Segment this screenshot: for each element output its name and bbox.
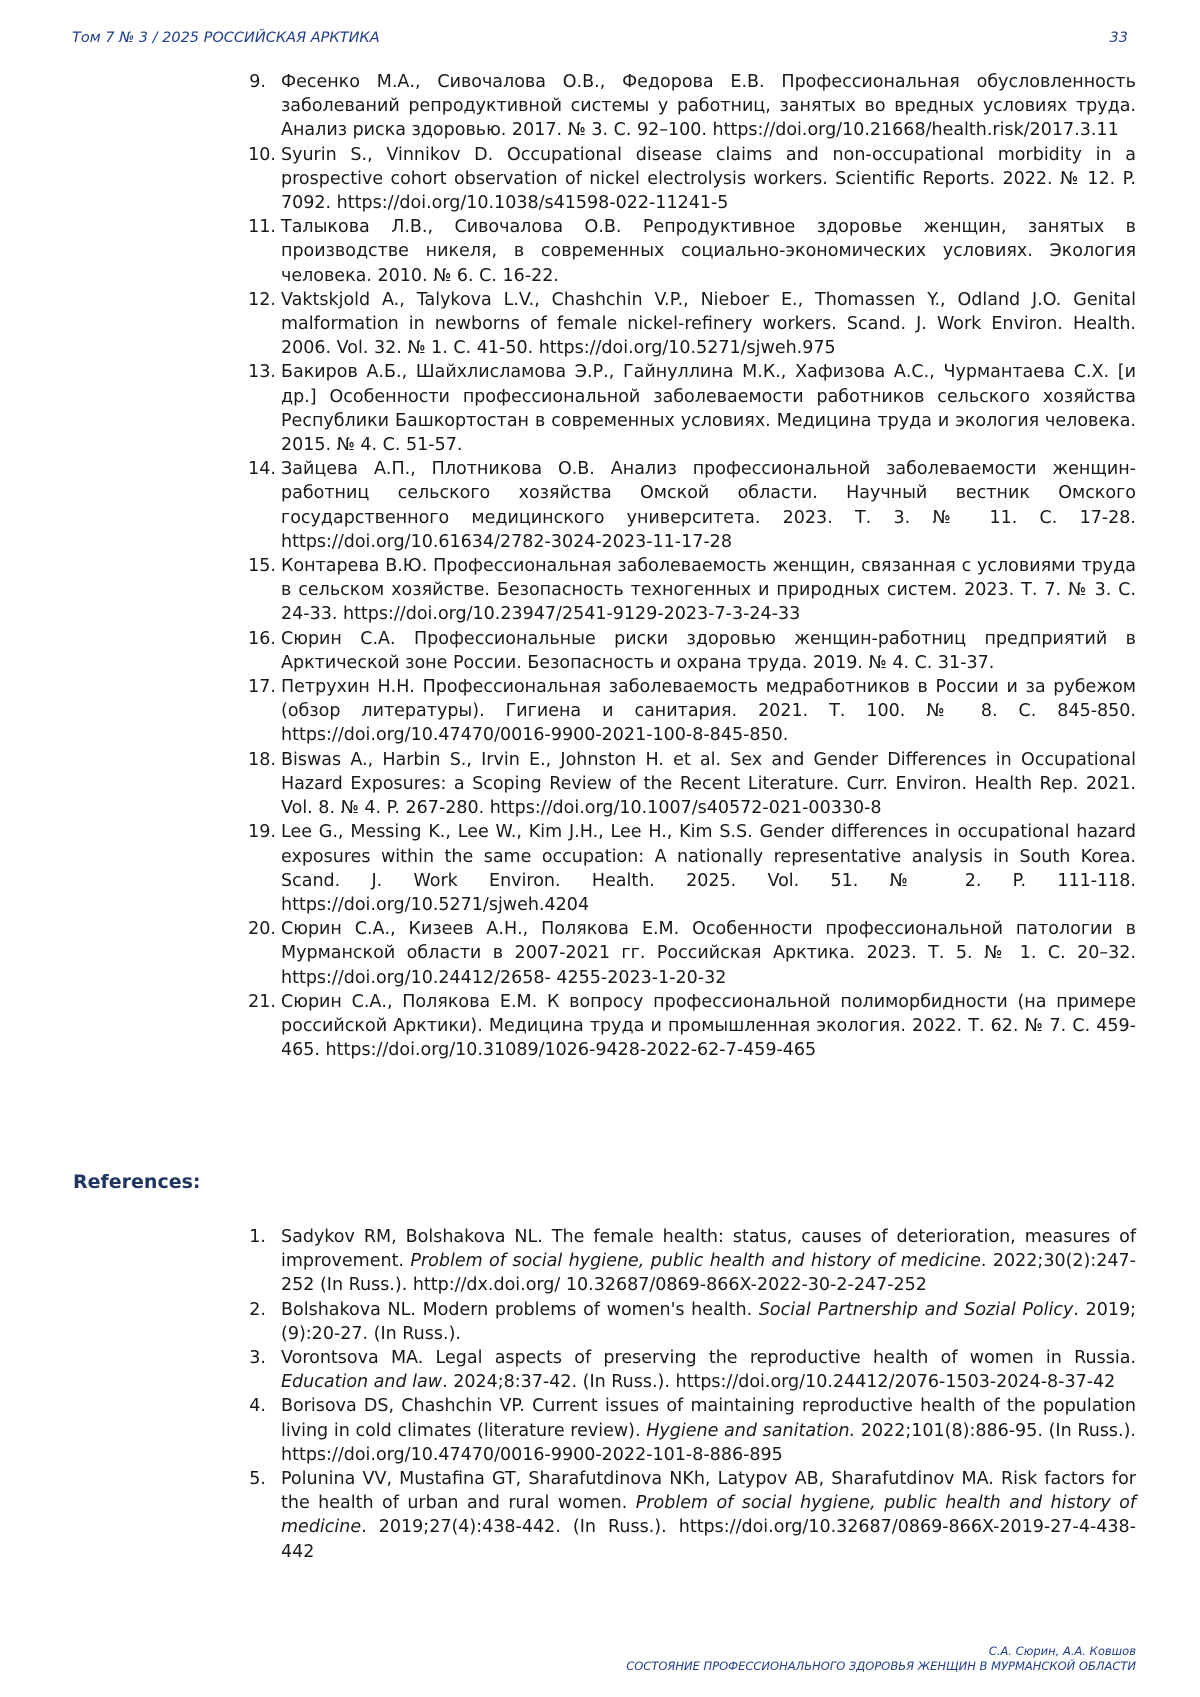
journal-title: Social Partnership and Sozial Policy (758, 1299, 1074, 1320)
reference-number: 5. (249, 1469, 266, 1490)
reference-text: Polunina VV, Mustafina GT, Sharafutdinova NKh, Latypov AB, Sharafutdinov MA. Risk factors for the health of urban and rural women. (281, 1469, 1136, 1514)
reference-text: Borisova DS, Chashchin VP. Current issues of maintaining reproductive health of the population living in cold climates (literature review). (281, 1396, 1136, 1441)
reference-item (240, 675, 1136, 748)
reference-number: 17. (248, 677, 276, 698)
reference-text: Sadykov RM, Bolshakova NL. The female health: status, causes of deterioration, measures of improvement. (281, 1227, 1136, 1272)
footer-article-title: СОСТОЯНИЕ ПРОФЕССИОНАЛЬНОГО ЗДОРОВЬЯ ЖЕНЩИН В МУРМАНСКОЙ ОБЛАСТИ (626, 1659, 1136, 1673)
reference-number: 1. (249, 1227, 266, 1247)
reference-item (240, 143, 1136, 216)
page-number: 33 (1109, 30, 1128, 46)
reference-item (240, 1346, 1136, 1394)
english-reference-list (240, 1225, 1136, 1564)
reference-number: 2. (249, 1299, 266, 1320)
reference-number: 9. (249, 72, 266, 92)
reference-item (240, 1394, 1136, 1467)
references-heading: References: (73, 1171, 201, 1193)
reference-text: Vorontsova MA. Legal aspects of preserving the reproductive health of women in Russia. (281, 1348, 1136, 1369)
reference-number: 3. (249, 1348, 266, 1369)
reference-text: Сюрин С.А., Полякова Е.М. К вопросу профессиональной полиморбидности (на примере российской Арктики). Медицина труда и промышленная экология. 2022. Т. 62. № 7. С. 459-465. https://doi.org/10.31089/1026-9428-2022-62-7-459-465 (281, 991, 1136, 1061)
reference-details: . 2019;27(4):438-442. (In Russ.). https://doi.org/10.32687/0869-866X-2019-27-4-438-442 (281, 1517, 1136, 1562)
reference-number: 12. (248, 289, 276, 310)
reference-number: 19. (248, 822, 276, 843)
reference-number: 16. (248, 628, 276, 649)
reference-number: 11. (248, 217, 276, 238)
reference-item (240, 1225, 1136, 1298)
reference-item (240, 360, 1136, 457)
reference-text: Бакиров А.Б., Шайхлисламова Э.Р., Гайнуллина М.К., Хафизова А.С., Чурмантаева С.Х. [и др.] Особенности профессиональной заболеваемости работников сельского хозяйства Республики Башкортостан в современных условиях. Медицина труда и экология человека. 2015. № 4. С. 51-57. (281, 362, 1136, 456)
reference-text: Biswas A., Harbin S., Irvin E., Johnston H. et al. Sex and Gender Differences in Occupational Hazard Exposures: a Scoping Review of the Recent Literature. Curr. Environ. Health Rep. 2021. Vol. 8. № 4. P. 267-280. https://doi.org/10.1007/s40572-021-00330-8 (281, 749, 1136, 819)
reference-text: Сюрин С.А. Профессиональные риски здоровью женщин-работниц предприятий в Арктической зоне России. Безопасность и охрана труда. 2019. № 4. С. 31-37. (281, 628, 1136, 673)
reference-details: . 2024;8:37-42. (In Russ.). https://doi.org/10.24412/2076-1503-2024-8-37-42 (442, 1372, 1116, 1393)
journal-title: Problem of social hygiene, public health and history of medicine (281, 1493, 1136, 1538)
reference-number: 21. (248, 991, 276, 1012)
reference-number: 4. (249, 1396, 266, 1417)
reference-text: Lee G., Messing K., Lee W., Kim J.H., Lee H., Kim S.S. Gender differences in occupational hazard exposures within the same occupation: A nationally representative analysis in South Korea. Scand. J. Work Environ. Health. 2025. Vol. 51. № 2. P. 111-118. https://doi.org/10.5271/sjweh.4204 (281, 822, 1136, 915)
reference-item (240, 917, 1136, 990)
reference-item (240, 554, 1136, 627)
reference-text: Зайцева А.П., Плотникова О.В. Анализ профессиональной заболеваемости женщин-работниц сельского хозяйства Омской области. Научный вестник Омского государственного медицинского университета. 2023. Т. 3. № 11. С. 17-28. https://doi.org/10.61634/2782-3024-2023-11-17-28 (281, 459, 1136, 552)
reference-item (240, 990, 1136, 1063)
reference-text: Петрухин Н.Н. Профессиональная заболеваемость медработников в России и за рубежом (обзор литературы). Гигиена и санитария. 2021. Т. 100. № 8. С. 845-850. https://doi.org/10.47470/0016-9900-2021-100-8-845-850. (281, 677, 1136, 746)
reference-item (240, 70, 1136, 143)
reference-details: 2022;101(8):886-95. (In Russ.). https://doi.org/10.47470/0016-9900-2022-101-8-886-895 (281, 1420, 1136, 1465)
reference-item (240, 215, 1136, 288)
reference-item (240, 457, 1136, 554)
reference-item (240, 1298, 1136, 1346)
reference-item (240, 748, 1136, 821)
journal-title: Education and law (281, 1372, 443, 1393)
reference-item (240, 627, 1136, 675)
reference-number: 13. (248, 362, 276, 383)
journal-title: Problem of social hygiene, public health and history of medicine (410, 1251, 981, 1272)
reference-details: . 2022;30(2):247-252 (In Russ.). http://dx.doi.org/ 10.32687/0869-866X-2022-30-2-247-252 (281, 1251, 1136, 1296)
reference-text: Syurin S., Vinnikov D. Occupational disease claims and non-occupational morbidity in a prospective cohort observation of nickel electrolysis workers. Scientific Reports. 2022. № 12. P. 7092. https://doi.org/10.1038/s41598-022-11241-5 (281, 144, 1136, 214)
reference-number: 20. (248, 919, 276, 940)
reference-number: 10. (248, 144, 276, 165)
reference-number: 15. (248, 556, 276, 577)
reference-item (240, 288, 1136, 361)
running-footer (626, 1644, 1136, 1674)
reference-text: Bolshakova NL. Modern problems of women's health. (281, 1299, 759, 1320)
reference-text: Контарева В.Ю. Профессиональная заболеваемость женщин, связанная с условиями труда в сельском хозяйстве. Безопасность техногенных и природных систем. 2023. Т. 7. № 3. С. 24-33. https://doi.org/10.23947/2541-9129-2023-7-3-24-33 (281, 556, 1136, 625)
russian-reference-list (240, 70, 1136, 1062)
reference-text: Талыкова Л.В., Сивочалова О.В. Репродуктивное здоровье женщин, занятых в производстве никеля, в современных социально-экономических условиях. Экология человека. 2010. № 6. С. 16-22. (281, 217, 1136, 286)
reference-details: . 2019;(9):20-27. (In Russ.). (281, 1299, 1137, 1344)
reference-text: Сюрин С.А., Кизеев А.Н., Полякова Е.М. Особенности профессиональной патологии в Мурманской области в 2007-2021 гг. Российская Арктика. 2023. Т. 5. № 1. С. 20–32. https://doi.org/10.24412/2658- 4255-2023-1-20-32 (281, 919, 1136, 988)
reference-text: Фесенко М.А., Сивочалова О.В., Федорова Е.В. Профессиональная обусловленность заболеваний репродуктивной системы у работниц, занятых во вредных условиях труда. Анализ риска здоровью. 2017. № 3. С. 92–100. https://doi.org/10.21668/health.risk/2017.3.11 (281, 72, 1136, 141)
reference-number: 14. (248, 459, 276, 480)
footer-authors: С.А. Сюрин, А.А. Ковшов (988, 1644, 1136, 1658)
reference-item (240, 1467, 1136, 1564)
reference-item (240, 820, 1136, 917)
journal-title: Hygiene and sanitation. (646, 1420, 856, 1441)
reference-number: 18. (248, 749, 276, 770)
reference-text: Vaktskjold A., Talykova L.V., Chashchin V.P., Nieboer E., Thomassen Y., Odland J.O. Genital malformation in newborns of female nickel-refinery workers. Scand. J. Work Environ. Health. 2006. Vol. 32. № 1. С. 41-50. https://doi.org/10.5271/sjweh.975 (281, 289, 1136, 359)
running-header (72, 30, 1128, 52)
journal-issue: Том 7 № 3 / 2025 РОССИЙСКАЯ АРКТИКА (72, 30, 380, 46)
